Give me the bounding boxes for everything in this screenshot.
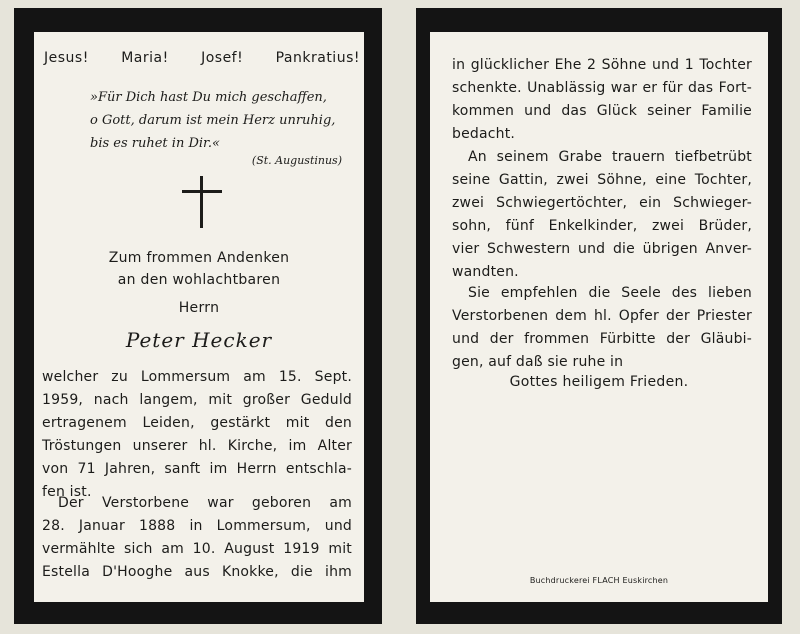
quote-line: bis es ruhet in Dir.« <box>90 136 220 151</box>
invocation-maria: Maria! <box>121 50 169 66</box>
text-line: bedacht. <box>452 126 516 142</box>
memorial-line-2: an den wohlachtbaren <box>117 272 281 288</box>
text-line: Sie empfehlen die Seele des lieben <box>468 285 752 301</box>
text-line: An seinem Grabe trauern tiefbetrübt <box>468 149 752 165</box>
text-line: 1959, nach langem, mit großer Geduld <box>42 392 352 408</box>
text-line: wandten. <box>452 264 519 280</box>
text-line: und der frommen Fürbitte der Gläubi- <box>452 331 752 347</box>
right-panel-border <box>416 8 782 624</box>
biography-paragraph <box>42 492 352 584</box>
text-line: Verstorbenen dem hl. Opfer der Priester <box>452 308 752 324</box>
quote-attribution: (St. Augustinus) <box>251 154 342 167</box>
text-line: Tröstungen unserer hl. Kirche, im Alter <box>42 438 352 454</box>
invocation-line <box>34 50 364 66</box>
left-panel-border <box>14 8 382 624</box>
text-line: kommen und das Glück seiner Familie <box>452 103 752 119</box>
text-line: seine Gattin, zwei Söhne, eine Tochter, <box>452 172 752 188</box>
family-paragraph <box>452 54 752 146</box>
cross-icon <box>182 176 222 228</box>
death-paragraph <box>42 366 352 504</box>
quote-line: »Für Dich hast Du mich geschaffen, <box>90 90 327 105</box>
text-line: vier Schwestern und die übrigen Anver- <box>452 241 752 257</box>
invocation-pankratius: Pankratius! <box>275 50 360 66</box>
text-line: Der Verstorbene war geboren am <box>58 495 352 511</box>
memorial-line-1: Zum frommen Andenken <box>108 250 290 266</box>
text-line: von 71 Jahren, sanft im Herrn entschla- <box>42 461 352 477</box>
text-line: sohn, fünf Enkelkinder, zwei Brüder, <box>452 218 752 234</box>
text-line: Estella D'Hooghe aus Knokke, die ihm <box>42 564 352 580</box>
prayer-paragraph <box>452 282 752 374</box>
text-line: welcher zu Lommersum am 15. Sept. <box>42 369 352 385</box>
mourners-paragraph <box>452 146 752 284</box>
right-panel <box>430 32 768 602</box>
salutation: Herrn <box>178 300 220 316</box>
closing-line: Gottes heiligem Frieden. <box>509 374 689 390</box>
deceased-name: Peter Hecker <box>125 328 273 352</box>
text-line: in glücklicher Ehe 2 Söhne und 1 Tochter <box>452 57 752 73</box>
printer-imprint: Buchdruckerei FLACH Euskirchen <box>529 576 669 585</box>
text-line: ertragenem Leiden, gestärkt mit den <box>42 415 352 431</box>
text-line: vermählte sich am 10. August 1919 mit <box>42 541 352 557</box>
text-line: 28. Januar 1888 in Lommersum, und <box>42 518 352 534</box>
text-line: fen ist. <box>42 484 92 500</box>
quote-line: o Gott, darum ist mein Herz unruhig, <box>90 113 336 128</box>
augustine-quote <box>90 86 355 155</box>
invocation-josef: Josef! <box>201 50 244 66</box>
text-line: gen, auf daß sie ruhe in <box>452 354 624 370</box>
text-line: zwei Schwiegertöchter, ein Schwieger- <box>452 195 752 211</box>
invocation-jesus: Jesus! <box>44 50 89 66</box>
left-panel <box>34 32 364 602</box>
text-line: schenkte. Unablässig war er für das Fort- <box>452 80 752 96</box>
